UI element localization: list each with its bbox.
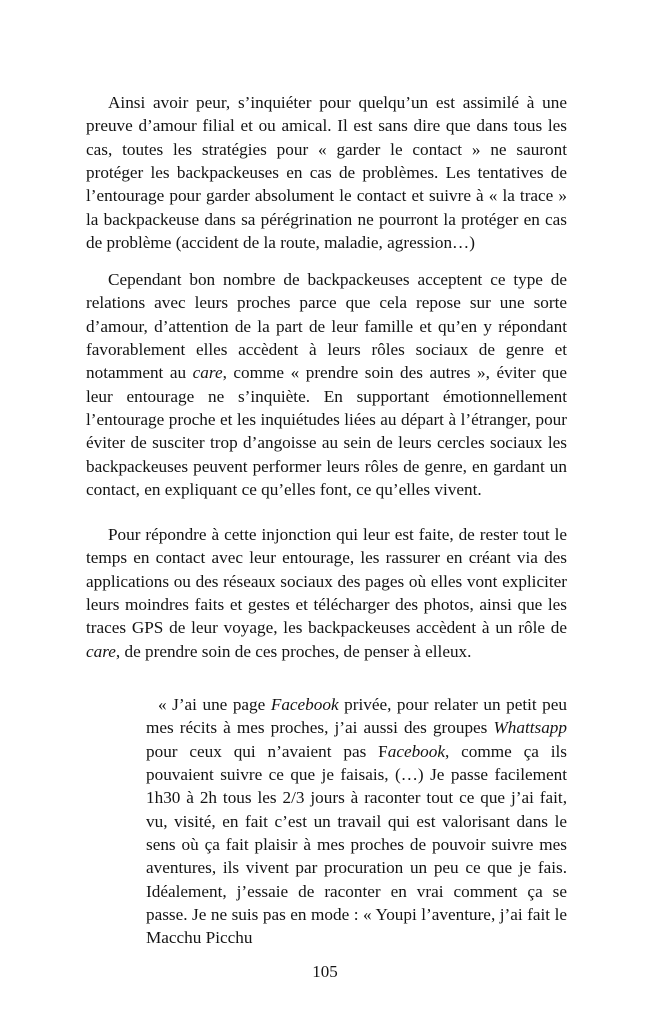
italic-term: Whattsapp: [493, 718, 567, 738]
text-run: Ainsi avoir peur, s’inquiéter pour quelqu’un est assimilé à une preuve d’amour filial et ou amical. Il est sans dire que dans tous les cas, toutes les stratégies pour « garder le contact » ne sauront protéger les backpackeuses en cas de problèmes. Les tentatives de l’entourage pour garder absolument le contact et suivre à « la trace » la backpackeuse dans sa pérégrination ne pourront la protéger en cas de problème (accident de la route, maladie, agression…): [86, 93, 567, 253]
text-run: Cependant bon nombre de backpackeuses acceptent ce type de relations avec leurs proches parce que cela repose sur une sorte d’amour, d’attention de la part de leur famille et qu’en y répondant favorablement elles accèdent à leurs rôles sociaux de genre et notamment au: [86, 270, 567, 383]
page-number: 105: [312, 962, 338, 981]
text-run: pour ceux qui n’avaient pas F: [146, 741, 388, 761]
text-run: « J’ai une page: [158, 695, 271, 714]
text-run: , comme ça ils pouvaient suivre ce que je faisais, (…) Je passe facilement 1h30 à 2h tous les 2/3 jours à raconter tout ce que j’ai fait, vu, visité, en fait c’est un travail qui est valorisant dans le sens où ça fait plaisir à mes proches de pouvoir suivre mes aventures, ils vivent par procuration un peu ce que je fais. Idéalement, j’essaie de raconter en vrai comment ça se passe. Je ne suis pas en mode : « Youpi l’aventure, j’ai fait le Macchu Picchu: [146, 741, 567, 948]
text-run: , de prendre soin de ces proches, de penser à elleux.: [115, 641, 472, 661]
body-paragraph-2: [86, 268, 567, 501]
text-run: Pour répondre à cette injonction qui leur est faite, de rester tout le temps en contact avec leur entourage, les rassurer en créant via des applications ou des réseaux sociaux des pages où elles vont expliciter leurs moindres faits et gestes et télécharger des photos, ainsi que les traces GPS de leur voyage, les backpackeuses accèdent à un rôle de: [86, 525, 567, 638]
italic-term: Facebook: [270, 695, 339, 714]
italic-term: care: [86, 641, 116, 661]
body-paragraph-1: [86, 91, 567, 254]
text-run: privée, pour relater un petit peu mes récits à mes proches, j’ai aussi des groupes: [146, 695, 567, 738]
italic-term: acebook: [387, 741, 445, 761]
text-run: , comme « prendre soin des autres », éviter que leur entourage ne s’inquiète. En supportant émotionnellement l’entourage proche et les inquiétudes liées au départ à l’étranger, pour éviter de susciter trop d’angoisse au sein de leurs cercles sociaux les backpackeuses peuvent performer leurs rôles de genre, en gardant un contact, en expliquant ce qu’elles font, ce qu’elles vivent.: [86, 363, 567, 500]
italic-term: care: [192, 363, 223, 383]
body-paragraph-3: [86, 523, 567, 663]
interview-quote: [146, 693, 567, 950]
